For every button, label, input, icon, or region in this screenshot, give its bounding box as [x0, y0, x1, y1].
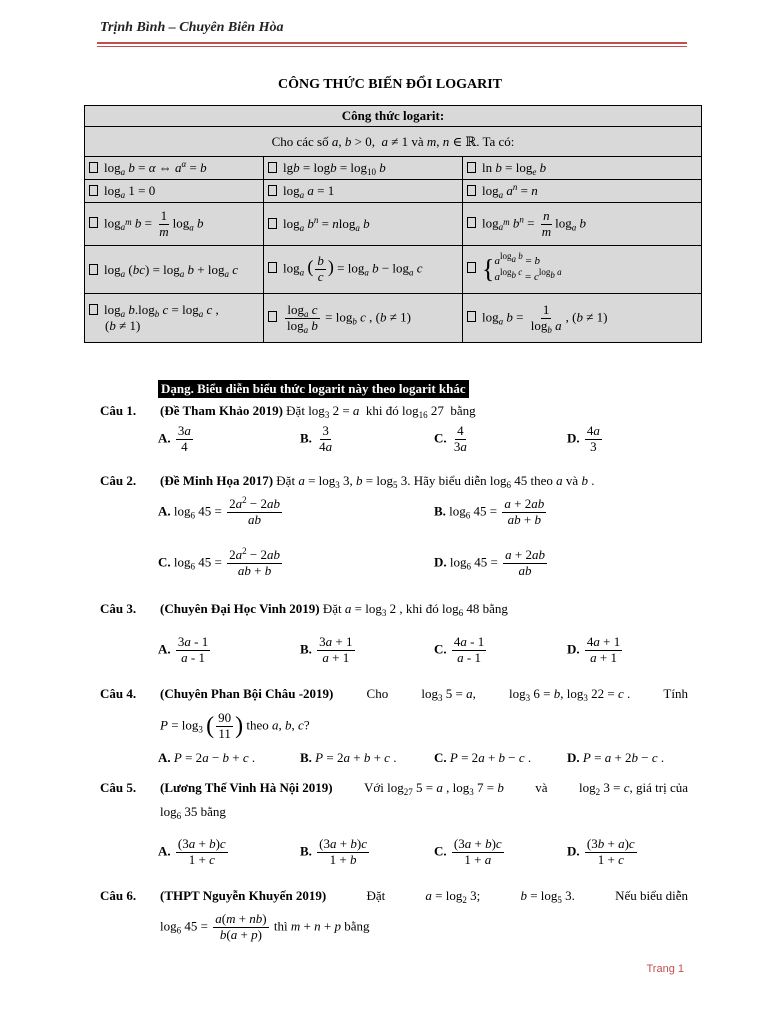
checkbox-icon — [89, 304, 98, 315]
question-label: Câu 3. — [100, 601, 137, 616]
checkbox-icon — [89, 162, 98, 173]
answer-option[interactable]: C. P = 2a + b − c . — [434, 750, 532, 765]
formula-cell: $\log_a$ ( $\frac{b}{c}$ ) = $\log_a b - \log_a c$ — [264, 246, 463, 294]
answer-option[interactable]: C. $\frac{4a - 1}{a - 1}$ — [434, 634, 485, 665]
formula-cell: $\ln b = \log_e b$ — [463, 157, 702, 180]
formula-cell: $\log_a b.\log_b$ $c = \log_a c$ , (b ≠ 1) — [85, 294, 264, 343]
question-stem: (THPT Nguyễn Khuyến 2019) Đặt $a = \log_2 3$; $b = \log_5 3$. Nếu biểu diễn — [160, 888, 688, 905]
question-label: Câu 4. — [100, 686, 137, 701]
question-label: Câu 6. — [100, 888, 137, 903]
answer-option[interactable]: C. $\frac{(3a + b)c}{1 + a}$ — [434, 836, 502, 867]
page-header: Trịnh Bình – Chuyên Biên Hòa — [100, 20, 284, 35]
header-rule-thin — [97, 46, 687, 47]
answer-option[interactable]: A. P = 2a − b + c . — [158, 750, 256, 765]
checkbox-icon — [467, 217, 476, 228]
question-label: Câu 5. — [100, 780, 137, 795]
checkbox-icon — [268, 185, 277, 196]
checkbox-icon — [467, 185, 476, 196]
header-rule — [97, 42, 687, 44]
checkbox-icon — [89, 217, 98, 228]
question-stem-cont: $P = \log_3$ ( $\frac{90}{11}$ ) theo a, b, c? — [160, 710, 310, 741]
answer-option[interactable]: A. $\frac{3a}{4}$ — [158, 423, 191, 454]
doc-title: CÔNG THỨC BIẾN ĐỔI LOGARIT — [277, 77, 503, 92]
answer-option[interactable]: B. $\frac{3}{4a}$ — [300, 423, 333, 454]
table-condition: Cho các số a, b > 0, a ≠ 1 và m, n ∈ ℝ. Ta có: — [85, 127, 702, 157]
answer-option[interactable]: B. P = 2a + b + c . — [300, 750, 397, 765]
formula-cell: $\log_a 1 = 0$ — [85, 180, 264, 203]
checkbox-icon — [89, 185, 98, 196]
checkbox-icon — [268, 311, 277, 322]
formula-cell: $\frac{\log_a c}{\log_a b}$ = $\log_b c$ , (b ≠ 1) — [264, 294, 463, 343]
checkbox-icon — [268, 262, 277, 273]
checkbox-icon — [268, 162, 277, 173]
answer-option[interactable]: D. P = a + 2b − c . — [567, 750, 665, 765]
formula-table — [84, 105, 702, 343]
formula-cell: $\log_{a^m} b$ = $\frac{1}{m}$ $\log_a b$ — [85, 203, 264, 246]
answer-option[interactable]: D. $\frac{4a + 1}{a + 1}$ — [567, 634, 621, 665]
formula-cell: $\lg b = \log b = \log_{10} b$ — [264, 157, 463, 180]
checkbox-icon — [467, 311, 476, 322]
answer-option[interactable]: C. $\log_6 45$ = $\frac{2a^2 - 2ab}{ab + b}$ — [158, 546, 280, 578]
checkbox-icon — [467, 162, 476, 173]
table-heading: Công thức logarit: — [85, 106, 702, 127]
question-stem-cont: $\log_6 45$ = $\frac{a(m + nb)}{b(a + p)}$ thì m + n + p bằng — [160, 911, 370, 942]
answer-option[interactable]: C. $\frac{4}{3a}$ — [434, 423, 467, 454]
answer-option[interactable]: A. $\log_6 45$ = $\frac{2a^2 - 2ab}{ab}$ — [158, 495, 280, 527]
formula-cell: $\log_a b$ = $\frac{1}{\log_b a}$ , (b ≠ 1) — [463, 294, 702, 343]
question-stem: (Đề Tham Khảo 2019) Đặt $\log_3 2 = a$ khi đó $\log_{16} 27$ bằng — [160, 403, 476, 420]
formula-cell: $\log_a a = 1$ — [264, 180, 463, 203]
question-stem: (Đề Minh Họa 2017) Đặt $a = \log_3 3$, $b = \log_5 3$. Hãy biểu diễn $\log_6 45$ theo a và b . — [160, 473, 595, 490]
answer-option[interactable]: B. $\frac{3a + 1}{a + 1}$ — [300, 634, 353, 665]
formula-cell: {$a^{log_a b} = b$ $a^{log_b c} = c^{log_b a}$ — [463, 246, 702, 294]
question-label: Câu 2. — [100, 473, 137, 488]
formula-cell: $\log_{a^m} b^n$ = $\frac{n}{m}$ $\log_a b$ — [463, 203, 702, 246]
checkbox-icon — [89, 264, 98, 275]
answer-option[interactable]: B. $\log_6 45$ = $\frac{a + 2ab}{ab + b}$ — [434, 496, 545, 527]
section-heading: Dạng. Biểu diễn biểu thức logarit này theo logarit khác — [158, 380, 469, 398]
formula-cell: $\log_a a^n = n$ — [463, 180, 702, 203]
answer-option[interactable]: D. $\frac{4a}{3}$ — [567, 423, 600, 454]
answer-option[interactable]: A. $\frac{3a - 1}{a - 1}$ — [158, 634, 209, 665]
answer-option[interactable]: D. $\log_6 45$ = $\frac{a + 2ab}{ab}$ — [434, 547, 545, 578]
page-number: Trang 1 — [646, 963, 684, 975]
formula-cell: $\log_a b^n = nlog_a$ b — [264, 203, 463, 246]
question-stem: (Chuyên Phan Bội Châu -2019) Cho $\log_3 5 = a$, $\log_3 6 = b$, $\log_3 22 = c$ . Tính — [160, 686, 688, 703]
formula-cell: $\log_a (bc) = \log_a b + \log_a c$ — [85, 246, 264, 294]
question-stem-cont: $\log_6 35$ bằng — [160, 804, 226, 821]
checkbox-icon — [268, 218, 277, 229]
question-stem: (Chuyên Đại Học Vinh 2019) Đặt $a = \log_3 2$ , khi đó $\log_6 48$ bằng — [160, 601, 508, 618]
formula-cell: $\log_a b = \alpha$ ⇔ $a^\alpha = b$ — [85, 157, 264, 180]
question-stem: (Lương Thế Vinh Hà Nội 2019) Với $\log_{27} 5 = a$ , $\log_3 7 = b$ và $\log_2 3 = c$, giá trị của — [160, 780, 688, 797]
checkbox-icon — [467, 262, 476, 273]
answer-option[interactable]: A. $\frac{(3a + b)c}{1 + c}$ — [158, 836, 226, 867]
question-label: Câu 1. — [100, 403, 137, 418]
answer-option[interactable]: B. $\frac{(3a + b)c}{1 + b}$ — [300, 836, 367, 867]
answer-option[interactable]: D. $\frac{(3b + a)c}{1 + c}$ — [567, 836, 635, 867]
